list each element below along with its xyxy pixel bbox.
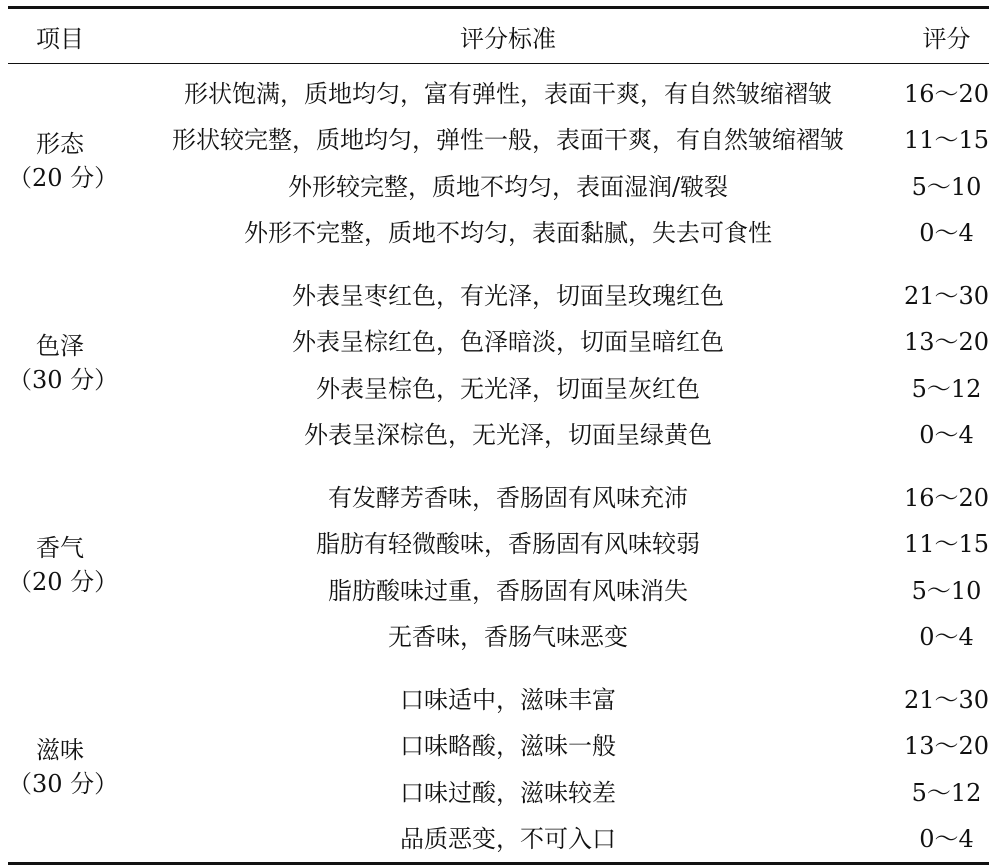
table-row — [112, 814, 989, 861]
group-name: 色泽 — [36, 332, 84, 360]
table-row — [112, 161, 989, 208]
criteria-cell: 外形较完整，质地不均匀，表面湿润/皲裂 — [287, 172, 729, 201]
criteria-cell: 外形不完整，质地不均匀，表面黏腻，失去可食性 — [244, 219, 772, 248]
header-score: 评分 — [922, 24, 971, 53]
group-rows — [112, 472, 989, 658]
table-row — [112, 115, 989, 162]
table-body — [8, 64, 989, 862]
criteria-cell: 口味略酸，滋味一般 — [400, 732, 616, 761]
group-name: 香气 — [36, 534, 84, 562]
criteria-cell: 形状较完整，质地均匀，弹性一般，表面干爽，有自然皱缩褶皱 — [172, 126, 844, 155]
group-points: （20 分） — [8, 568, 119, 596]
criteria-cell: 外表呈棕色，无光泽，切面呈灰红色 — [316, 374, 700, 403]
table-row — [112, 208, 989, 255]
score-cell: 5～10 — [911, 172, 982, 201]
score-cell: 0～4 — [919, 219, 974, 248]
table-row — [112, 767, 989, 814]
table-row — [112, 410, 989, 457]
criteria-cell: 无香味，香肠气味恶变 — [388, 623, 628, 652]
score-cell: 5～10 — [911, 576, 982, 605]
table-row — [112, 68, 989, 115]
group-form — [8, 68, 989, 254]
criteria-cell: 外表呈深棕色，无光泽，切面呈绿黄色 — [304, 421, 712, 450]
table-row — [112, 472, 989, 519]
group-name: 形态 — [36, 130, 84, 158]
table-row — [112, 270, 989, 317]
score-cell: 5～12 — [911, 374, 982, 403]
score-cell: 0～4 — [919, 623, 974, 652]
group-name: 滋味 — [36, 736, 84, 764]
criteria-cell: 脂肪有轻微酸味，香肠固有风味较弱 — [316, 530, 700, 559]
group-rows — [112, 270, 989, 456]
criteria-cell: 外表呈棕红色，色泽暗淡，切面呈暗红色 — [292, 328, 724, 357]
criteria-cell: 外表呈枣红色，有光泽，切面呈玫瑰红色 — [292, 281, 724, 310]
group-color — [8, 270, 989, 456]
scoring-table — [8, 6, 989, 865]
criteria-cell: 口味过酸，滋味较差 — [400, 778, 616, 807]
score-cell: 11～15 — [904, 126, 990, 155]
table-header-row — [8, 9, 989, 63]
score-cell: 21～30 — [904, 685, 990, 714]
header-criteria: 评分标准 — [460, 24, 556, 53]
table-row — [112, 565, 989, 612]
table-row — [112, 674, 989, 721]
score-cell: 13～20 — [904, 732, 990, 761]
header-item: 项目 — [36, 24, 84, 53]
table-row — [112, 363, 989, 410]
criteria-cell: 形状饱满，质地均匀，富有弹性，表面干爽，有自然皱缩褶皱 — [184, 79, 832, 108]
group-points: （20 分） — [8, 164, 119, 192]
criteria-cell: 有发酵芳香味，香肠固有风味充沛 — [328, 483, 688, 512]
criteria-cell: 口味适中，滋味丰富 — [400, 685, 616, 714]
group-label — [8, 68, 119, 254]
score-cell: 0～4 — [919, 421, 974, 450]
group-points: （30 分） — [8, 366, 119, 394]
score-cell: 13～20 — [904, 328, 990, 357]
group-label — [8, 270, 119, 456]
table-row — [112, 519, 989, 566]
table-row — [112, 317, 989, 364]
criteria-cell: 脂肪酸味过重，香肠固有风味消失 — [328, 576, 688, 605]
score-cell: 5～12 — [911, 778, 982, 807]
criteria-cell: 品质恶变，不可入口 — [400, 825, 616, 854]
group-label — [8, 674, 119, 860]
score-cell: 16～20 — [904, 79, 990, 108]
table-row — [112, 721, 989, 768]
group-rows — [112, 674, 989, 860]
score-cell: 11～15 — [904, 530, 990, 559]
score-cell: 0～4 — [919, 825, 974, 854]
group-rows — [112, 68, 989, 254]
group-taste — [8, 674, 989, 860]
group-label — [8, 472, 119, 658]
group-points: （30 分） — [8, 770, 119, 798]
group-aroma — [8, 472, 989, 658]
score-cell: 21～30 — [904, 281, 990, 310]
table-row — [112, 612, 989, 659]
score-cell: 16～20 — [904, 483, 990, 512]
